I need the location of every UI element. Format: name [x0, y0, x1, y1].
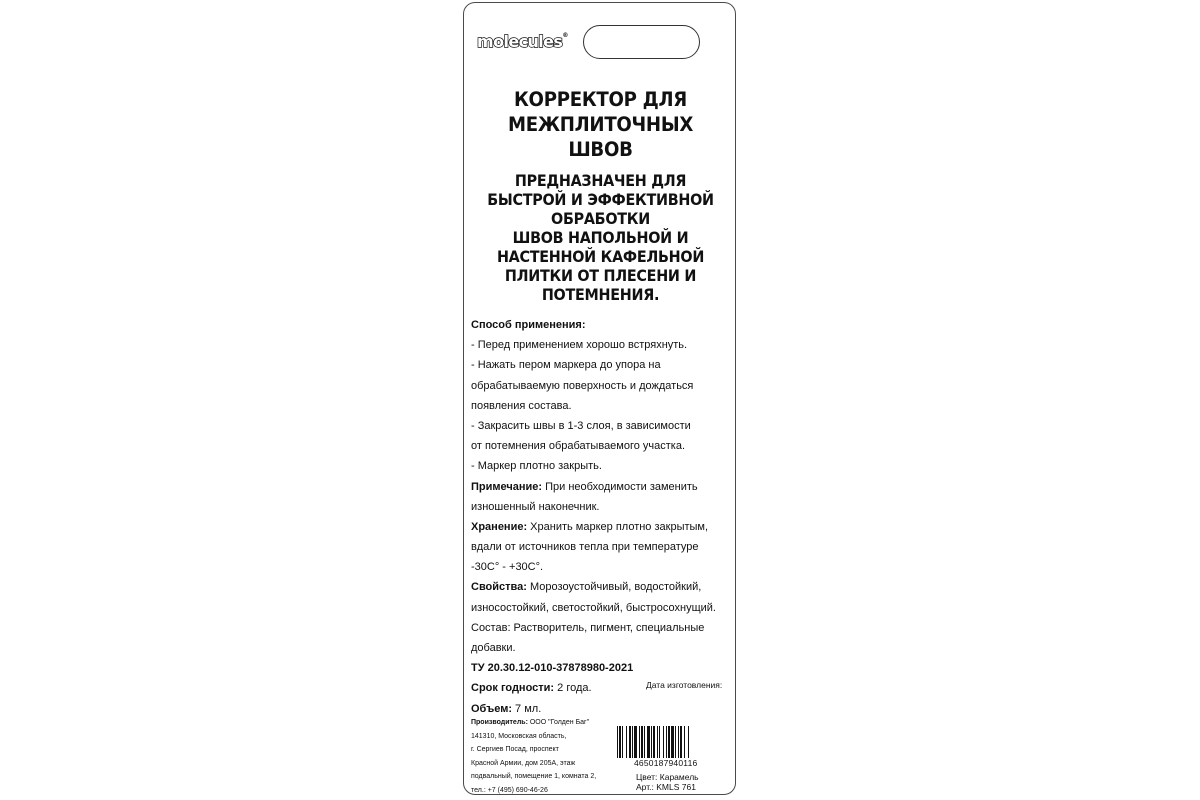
- instruction-line: Срок годности: 2 года.: [471, 682, 592, 695]
- barcode-bar: [651, 726, 652, 758]
- barcode-bar: [657, 726, 658, 758]
- producer-line: тел.: +7 (495) 690-46-26: [471, 786, 548, 794]
- usage-instructions: [471, 315, 731, 719]
- instruction-line: изношенный наконечник.: [471, 500, 600, 513]
- instruction-line: появления состава.: [471, 399, 572, 412]
- instruction-line: Примечание: При необходимости заменить: [471, 480, 698, 493]
- registered-mark: ®: [562, 32, 568, 39]
- instruction-line: Способ применения:: [471, 319, 586, 331]
- barcode-bar: [619, 726, 621, 758]
- instruction-line: от потемнения обрабатываемого участка.: [471, 440, 686, 453]
- instruction-line: добавки.: [471, 642, 516, 654]
- barcode-bar: [639, 726, 640, 758]
- brand-logo: [477, 32, 568, 51]
- instruction-line: Хранение: Хранить маркер плотно закрытым,: [471, 520, 709, 533]
- barcode-bar: [671, 726, 674, 758]
- barcode-bar: [647, 726, 650, 758]
- instruction-line: вдали от источников тепла при температуре: [471, 541, 699, 554]
- purpose-line: БЫСТРОЙ И ЭФФЕКТИВНОЙ: [487, 191, 714, 209]
- producer-line: Красной Армии, дом 205А, этаж: [471, 759, 576, 767]
- purpose-line: ПОТЕМНЕНИЯ.: [541, 286, 660, 304]
- manufacture-date-label: Дата изготовления:: [646, 680, 723, 690]
- article-line: Арт.: KMLS 761: [636, 782, 696, 792]
- barcode-bar: [634, 726, 637, 758]
- barcode-bar: [629, 726, 631, 758]
- barcode-bar: [617, 726, 618, 758]
- instruction-line: обрабатываемую поверхность и дождаться: [471, 379, 694, 392]
- barcode-bar: [688, 726, 689, 758]
- instruction-line: -30С° - +30С°.: [471, 561, 544, 574]
- barcode-bar: [659, 726, 660, 758]
- barcode-bar: [684, 726, 685, 758]
- title-line: КОРРЕКТОР ДЛЯ: [514, 88, 687, 111]
- barcode-bar: [622, 726, 623, 758]
- barcode-bar: [675, 726, 676, 758]
- product-card: [463, 2, 736, 795]
- producer-info: [471, 716, 601, 798]
- producer-line: 141310, Московская область,: [471, 732, 567, 740]
- instruction-line: Состав: Растворитель, пигмент, специальные: [471, 621, 705, 634]
- title-line: МЕЖПЛИТОЧНЫХ: [507, 113, 694, 136]
- barcode-bar: [632, 726, 633, 758]
- barcode-bar: [678, 726, 679, 758]
- barcode-bar: [666, 726, 667, 758]
- product-title: [474, 87, 728, 162]
- barcode-number: 4650187940116: [634, 758, 698, 768]
- barcode-bar: [644, 726, 645, 758]
- purpose-line: ПРЕДНАЗНАЧЕН ДЛЯ: [514, 172, 687, 190]
- product-purpose: [475, 172, 726, 305]
- barcode-bar: [663, 726, 664, 758]
- barcode-bar: [680, 726, 682, 758]
- producer-line: г. Сергиев Посад, проспект: [471, 746, 559, 754]
- color-line: Цвет: Карамель: [636, 772, 699, 782]
- barcode-bar: [626, 726, 627, 758]
- instruction-line: Свойства: Морозоустойчивый, водостойкий,: [471, 581, 702, 594]
- instruction-line: - Нажать пером маркера до упора на: [471, 359, 661, 372]
- brand-logo-text: molecules: [477, 32, 563, 51]
- instruction-line: - Перед применением хорошо встряхнуть.: [471, 339, 688, 352]
- producer-line: подвальный, помещение 1, комната 2,: [471, 773, 597, 781]
- instruction-line: ТУ 20.30.12-010-37878980-2021: [471, 662, 634, 675]
- instruction-line: Объем: 7 мл.: [471, 702, 542, 715]
- purpose-line: ШВОВ НАПОЛЬНОЙ И: [512, 229, 689, 247]
- title-line: ШВОВ: [568, 138, 633, 161]
- hang-hole: [583, 25, 700, 59]
- purpose-line: ПЛИТКИ ОТ ПЛЕСЕНИ И: [504, 267, 697, 285]
- instruction-line: - Закрасить швы в 1-3 слоя, в зависимости: [471, 419, 691, 432]
- producer-line: Производитель: ООО "Голден Баг": [471, 719, 590, 726]
- instruction-line: износостойкий, светостойкий, быстросохнущий.: [471, 601, 716, 614]
- purpose-line: НАСТЕННОЙ КАФЕЛЬНОЙ: [496, 248, 705, 266]
- barcode-bar: [653, 726, 655, 758]
- purpose-line: ОБРАБОТКИ: [551, 210, 650, 228]
- instruction-line: - Маркер плотно закрыть.: [471, 460, 602, 473]
- barcode-bar: [641, 726, 643, 758]
- barcode-bar: [668, 726, 670, 758]
- barcode: [617, 726, 719, 758]
